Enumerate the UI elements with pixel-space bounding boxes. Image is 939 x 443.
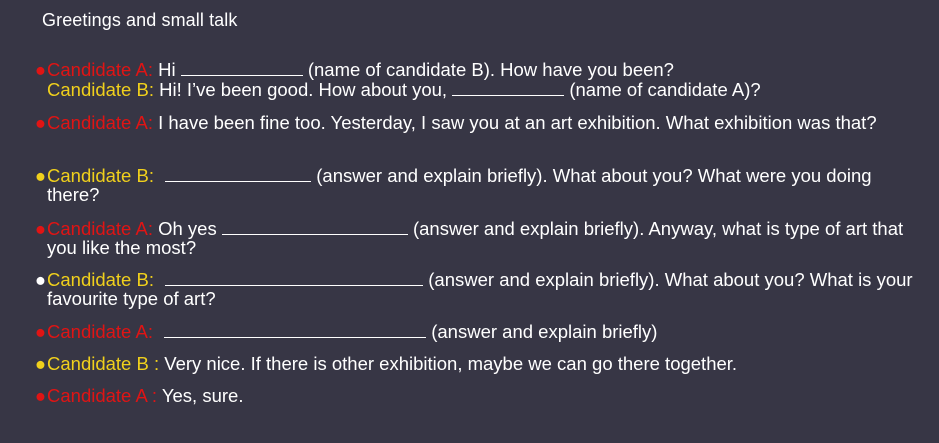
dialogue-line	[34, 270, 927, 308]
line-text: Hi! I’ve been good. How about you,	[159, 79, 453, 100]
page-title: Greetings and small talk	[42, 10, 238, 30]
line-text: (name of candidate A)?	[569, 79, 761, 100]
answer-blank[interactable]	[165, 167, 311, 182]
line-text: Hi	[158, 59, 181, 80]
bullet-icon: ●	[34, 59, 47, 80]
speaker-separator: :	[147, 59, 159, 80]
dialogue-line	[34, 113, 927, 132]
speaker-separator: :	[148, 79, 160, 100]
answer-blank[interactable]	[181, 61, 303, 76]
answer-blank[interactable]	[222, 220, 408, 235]
speaker-separator: :	[147, 112, 159, 133]
speaker-label: Candidate B	[47, 165, 149, 186]
bullet-icon: ●	[34, 385, 47, 406]
bullet-icon: ●	[34, 353, 47, 374]
line-text: (name of candidate B). How have you been?	[307, 59, 674, 80]
bullet-icon: ●	[34, 218, 47, 239]
speaker-separator: :	[148, 165, 160, 186]
bullet-icon: ●	[34, 165, 47, 186]
line-text: Very nice. If there is other exhibition, maybe we can go there together.	[164, 353, 738, 374]
line-text: (answer and explain briefly). What about you? What were you doing there?	[47, 165, 872, 205]
line-text: Oh yes	[158, 218, 222, 239]
speaker-label: Candidate A	[47, 59, 148, 80]
speaker-separator: :	[146, 385, 162, 406]
speaker-separator: :	[148, 353, 165, 374]
speaker-separator: :	[147, 321, 159, 342]
dialogue-line	[34, 166, 897, 204]
speaker-separator: :	[148, 269, 160, 290]
speaker-separator: :	[147, 218, 159, 239]
bullet-icon: ●	[34, 321, 47, 342]
bullet-icon: ●	[34, 269, 47, 290]
speaker-label: Candidate A	[47, 321, 148, 342]
answer-blank[interactable]	[452, 81, 564, 96]
line-text: Yes, sure.	[161, 385, 244, 406]
dialogue-line	[34, 80, 927, 99]
answer-blank[interactable]	[165, 271, 423, 286]
speaker-label: Candidate A	[47, 385, 147, 406]
dialogue-line	[34, 219, 927, 257]
speaker-label: Candidate B	[47, 353, 149, 374]
speaker-label: Candidate A	[47, 218, 148, 239]
answer-blank[interactable]	[164, 323, 426, 338]
speaker-label: Candidate B	[47, 269, 149, 290]
line-text: (answer and explain briefly)	[431, 321, 658, 342]
dialogue-line	[34, 322, 927, 341]
line-text: (answer and explain briefly). What about you? What is your favourite type of art?	[47, 269, 913, 309]
dialogue-line	[34, 60, 927, 79]
line-text: I have been fine too. Yesterday, I saw you at an art exhibition. What exhibition was that?	[158, 112, 877, 133]
dialogue-line	[34, 354, 927, 373]
speaker-label: Candidate A	[47, 112, 148, 133]
dialogue-line	[34, 386, 927, 405]
line-text: (answer and explain briefly). Anyway, what is type of art that you like the most?	[47, 218, 904, 258]
bullet-icon: ●	[34, 112, 47, 133]
speaker-label: Candidate B	[47, 79, 149, 100]
